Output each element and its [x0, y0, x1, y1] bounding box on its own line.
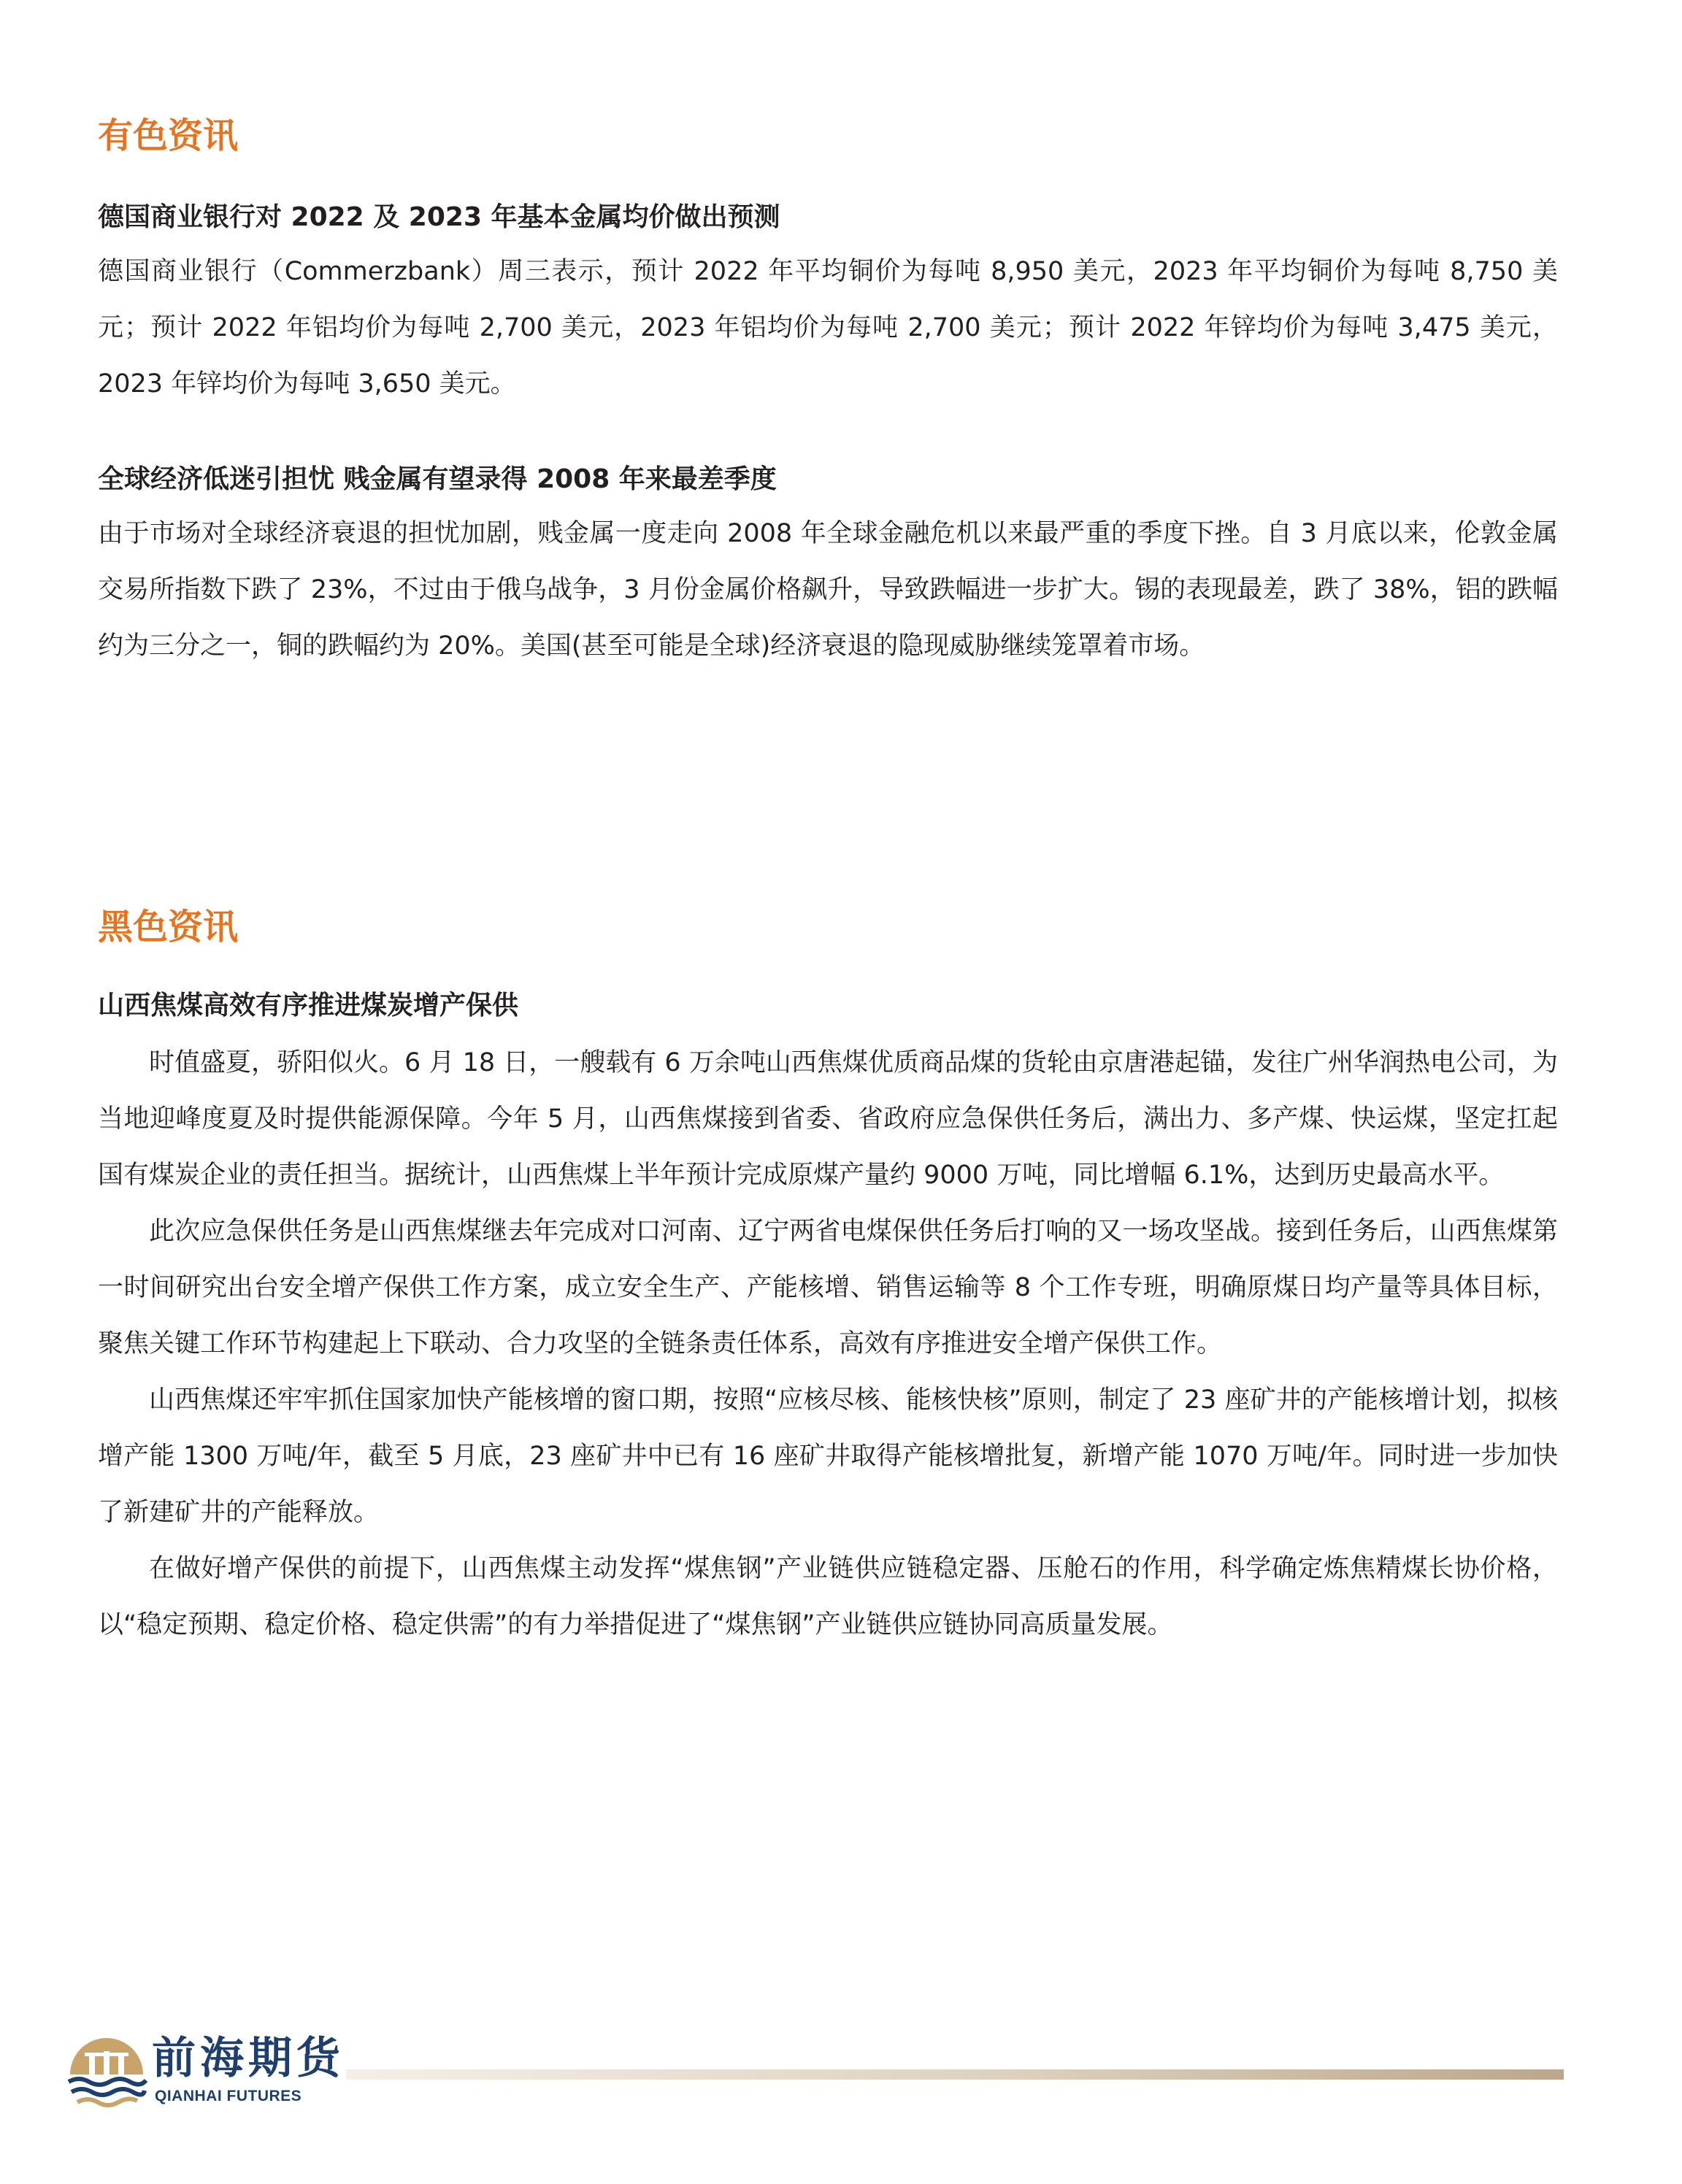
nonferrous-news-section [98, 112, 1558, 674]
company-logo-text: 前海期货 [152, 2033, 345, 2084]
article-base-metals-quarter [98, 461, 1558, 674]
article-commerzbank-forecast [98, 199, 1558, 412]
section-title-nonferrous: 有色资讯 [98, 115, 239, 156]
footer-divider [346, 2069, 1564, 2080]
ferrous-news-section [98, 904, 1558, 1653]
article-paragraph: 时值盛夏，骄阳似火。6 月 18 日，一艘载有 6 万余吨山西焦煤优质商品煤的货轮由京唐港起锚，发往广州华润热电公司，为当地迎峰度夏及时提供能源保障。今年 5 月，山西焦煤接到省委、省政府应急保供任务后，满出力、多产煤、快运煤，坚定扛起国有煤炭企业的责任担当。据统计，山西焦煤上半年预计完成原煤产量约 9000 万吨，同比增幅 6.1%，达到历史最高水平。 [98, 1048, 1558, 1190]
article-title: 全球经济低迷引担忧 贱金属有望录得 2008 年来最差季度 [98, 464, 777, 494]
qianhai-logo-icon [64, 2037, 149, 2110]
article-title: 山西焦煤高效有序推进煤炭增产保供 [98, 991, 519, 1020]
article-paragraph: 德国商业银行（Commerzbank）周三表示，预计 2022 年平均铜价为每吨 8,950 美元，2023 年平均铜价为每吨 8,750 美元；预计 2022 年铝均价为每吨 2,700 美元，2023 年铝均价为每吨 2,700 美元；预计 2022 年锌均价为每吨 3,475 美元，2023 年锌均价为每吨 3,650 美元。 [98, 257, 1558, 399]
section-title-ferrous: 黑色资讯 [98, 907, 239, 947]
page-footer [64, 2028, 1583, 2115]
article-paragraph: 此次应急保供任务是山西焦煤继去年完成对口河南、辽宁两省电煤保供任务后打响的又一场攻坚战。接到任务后，山西焦煤第一时间研究出台安全增产保供工作方案，成立安全生产、产能核增、销售运输等 8 个工作专班，明确原煤日均产量等具体目标，聚焦关键工作环节构建起上下联动、合力攻坚的全链条责任体系，高效有序推进安全增产保供工作。 [98, 1217, 1558, 1358]
article-paragraph: 在做好增产保供的前提下，山西焦煤主动发挥“煤焦钢”产业链供应链稳定器、压舱石的作用，科学确定炼焦精煤长协价格，以“稳定预期、稳定价格、稳定供需”的有力举措促进了“煤焦钢”产业链供应链协同高质量发展。 [98, 1554, 1558, 1639]
article-paragraph: 山西焦煤还牢牢抓住国家加快产能核增的窗口期，按照“应核尽核、能核快核”原则，制定了 23 座矿井的产能核增计划，拟核增产能 1300 万吨/年，截至 5 月底，23 座矿井中已有 16 座矿井取得产能核增批复，新增产能 1070 万吨/年。同时进一步加快了新建矿井的产能释放。 [98, 1385, 1558, 1527]
article-shanxi-coking-coal [98, 987, 1558, 1653]
article-paragraph: 由于市场对全球经济衰退的担忧加剧，贱金属一度走向 2008 年全球金融危机以来最严重的季度下挫。自 3 月底以来，伦敦金属交易所指数下跌了 23%，不过由于俄乌战争，3 月份金属价格飙升，导致跌幅进一步扩大。锡的表现最差，跌了 38%，铝的跌幅约为三分之一，铜的跌幅约为 20%。美国(甚至可能是全球)经济衰退的隐现威胁继续笼罩着市场。 [98, 519, 1558, 661]
article-title: 德国商业银行对 2022 及 2023 年基本金属均价做出预测 [98, 202, 780, 232]
company-logo-english: QIANHAI FUTURES [155, 2088, 302, 2104]
